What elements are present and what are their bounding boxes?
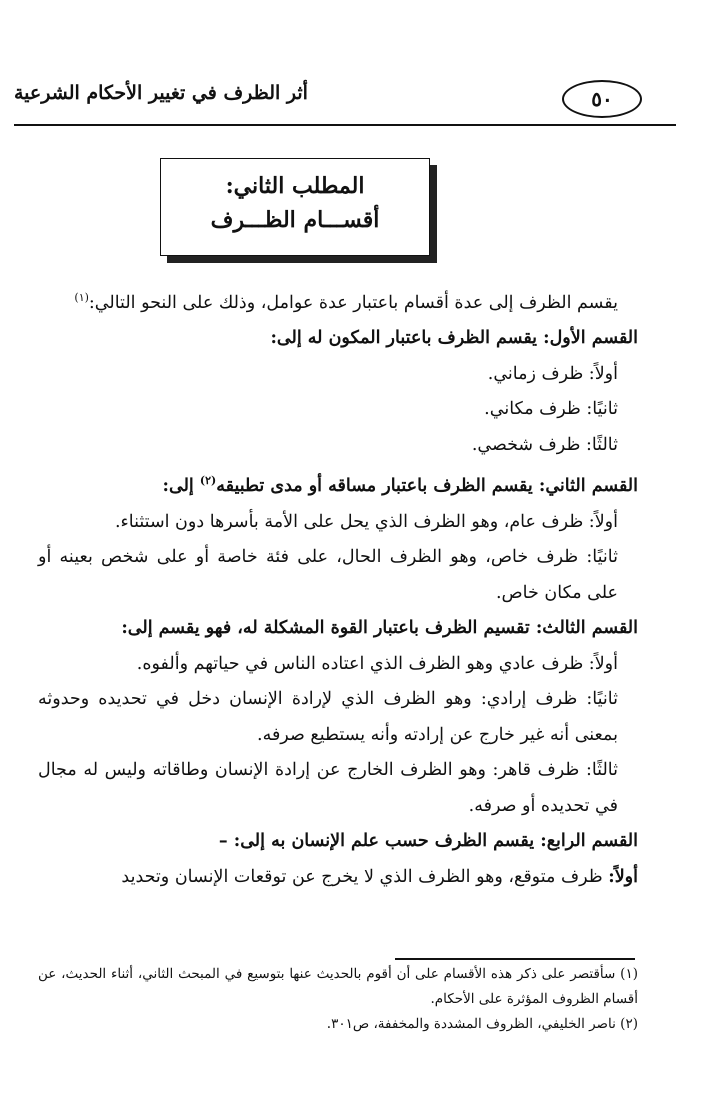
section1-item-1: أولاً: ظرف زماني. — [487, 363, 618, 384]
footnote-1: (١) سأقتصر على ذكر هذه الأقسام على أن أقوم بالحديث عنها بتوسيع في المبحث الثاني، أثناء الحديث، عن أقسام الظروف المؤثرة على الأحكام. — [38, 966, 638, 1007]
footnote-2: (٢) ناصر الخليفي، الظروف المشددة والمخففة، ص٣٠١. — [326, 1016, 638, 1032]
page-header — [14, 76, 676, 126]
section-title-box — [160, 158, 430, 256]
section2-heading — [38, 463, 638, 504]
intro-text: يقسم الظرف إلى عدة أقسام باعتبار عدة عوامل، وذلك على النحو التالي: — [88, 292, 618, 313]
section3-item-1: أولاً: ظرف عادي وهو الظرف الذي اعتاده الناس في حياتهم وألفوه. — [136, 653, 618, 674]
section3-item-2: ثانيًا: ظرف إرادي: وهو الظرف الذي لإرادة الإنسان دخل في تحديده وحدوثه بمعنى أنه غير خارج عن إرادته وأنه يستطيع صرفه. — [38, 689, 618, 745]
footnote-separator — [395, 958, 635, 960]
section1-heading: القسم الأول: يقسم الظرف باعتبار المكون له إلى: — [270, 328, 638, 349]
intro-paragraph — [38, 280, 638, 321]
page-number-badge: ٥٠ — [562, 80, 642, 118]
header-rule — [14, 124, 676, 126]
section1-item-3: ثالثًا: ظرف شخصي. — [471, 434, 618, 455]
section3-heading: القسم الثالث: تقسيم الظرف باعتبار القوة المشكلة له، فهو يقسم إلى: — [121, 618, 638, 639]
section2-heading-end: إلى: — [162, 476, 200, 497]
section4-item-1-text: ظرف متوقع، وهو الظرف الذي لا يخرج عن توقعات الإنسان وتحديد — [121, 866, 609, 887]
section3-item-3: ثالثًا: ظرف قاهر: وهو الظرف الخارج عن إرادة الإنسان وطاقاته وليس له مجال في تحديده أو صرفه. — [38, 760, 618, 816]
main-text — [38, 280, 638, 895]
section4-heading: القسم الرابع: يقسم الظرف حسب علم الإنسان به إلى: – — [218, 831, 638, 852]
section2-item-2: ثانيًا: ظرف خاص، وهو الظرف الحال، على فئة خاصة أو على شخص بعينه أو على مكان خاص. — [38, 547, 618, 603]
footnote-ref-2: (٢) — [199, 474, 217, 488]
footnotes — [38, 962, 638, 1037]
section1-item-2: ثانيًا: ظرف مكاني. — [484, 399, 618, 420]
section-title-line1: المطلب الثاني: — [225, 173, 365, 199]
section2-heading-text: القسم الثاني: يقسم الظرف باعتبار مساقه أو مدى تطبيقه — [216, 476, 638, 497]
section4-item-1 — [38, 860, 638, 896]
section4-item-1-label: أولاً: — [608, 866, 638, 887]
footnote-ref-1: (١) — [74, 291, 89, 304]
section-title-line2: أقســـام الظـــرف — [210, 207, 380, 233]
section2-item-1: أولاً: ظرف عام، وهو الظرف الذي يحل على الأمة بأسرها دون استثناء. — [114, 511, 618, 532]
running-book-title: أثر الظرف في تغيير الأحكام الشرعية — [14, 82, 308, 104]
